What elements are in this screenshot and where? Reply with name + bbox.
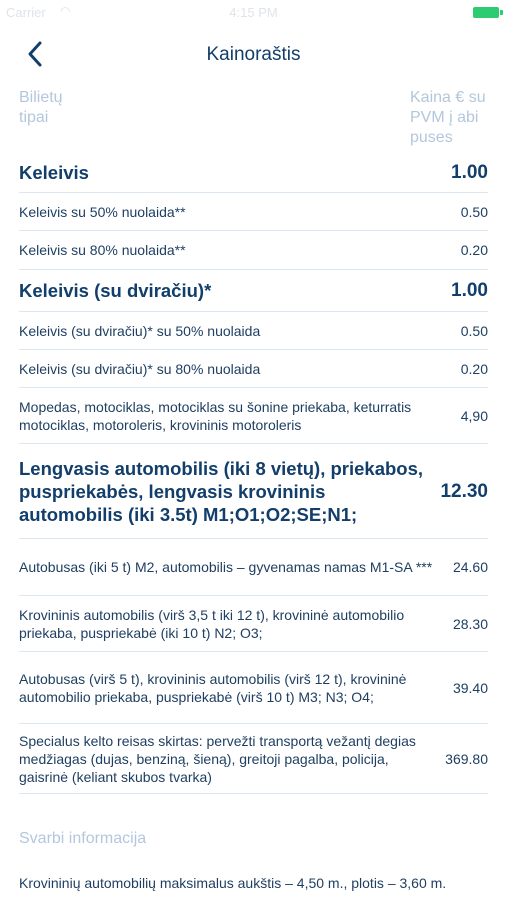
table-row[interactable] <box>19 539 488 596</box>
row-price: 1.00 <box>451 161 488 183</box>
row-name: Keleivis (su dviračiu)* su 50% nuolaida <box>19 322 261 339</box>
header-ticket-types: Bilietų tipai <box>19 89 63 126</box>
table-row[interactable] <box>19 444 488 539</box>
row-price: 39.40 <box>452 679 488 696</box>
row-price: 1.00 <box>451 280 488 301</box>
row-name: Keleivis <box>19 161 89 183</box>
row-name: Mopedas, motociklas, motociklas su šonine priekaba, keturratis motociklas, motoroleris, krovininis motoroleris <box>19 398 412 433</box>
carrier-label: Carrier <box>6 5 46 20</box>
table-header <box>19 88 488 152</box>
table-row[interactable] <box>19 152 488 193</box>
status-bar <box>0 0 507 24</box>
table-row[interactable] <box>19 231 488 270</box>
header-price: Kaina € su PVM į abi puses <box>410 89 486 146</box>
status-time: 4:15 PM <box>229 5 278 20</box>
table-row[interactable] <box>19 270 488 312</box>
row-name: Autobusas (virš 5 t), krovininis automobilis (virš 12 t), krovininė automobilio priekaba, puspriekabė (virš 10 t) M3; N3; O4; <box>19 670 407 705</box>
row-name: Keleivis (su dviračiu)* su 80% nuolaida <box>19 360 261 377</box>
wifi-icon: ◠ <box>60 4 71 18</box>
row-name: Lengvasis automobilis (iki 8 vietų), priekabos, puspriekabės, lengvasis krovininis automobilis (iki 3.5t) M1;O1;O2;SE;N1; <box>19 457 424 525</box>
table-row[interactable] <box>19 193 488 231</box>
row-price: 4,90 <box>460 407 488 424</box>
table-row[interactable] <box>19 596 488 652</box>
section-title-important-info: Svarbi informacija <box>19 830 147 847</box>
row-price: 0.50 <box>460 203 488 220</box>
price-list <box>19 88 488 892</box>
row-name: Keleivis su 80% nuolaida** <box>19 242 186 258</box>
navigation-bar <box>0 30 507 80</box>
page-title: Kainoraštis <box>206 44 301 65</box>
row-name: Keleivis su 50% nuolaida** <box>19 203 186 220</box>
table-row[interactable] <box>19 312 488 350</box>
battery-icon <box>473 7 499 18</box>
row-price: 0.20 <box>460 242 488 258</box>
row-name: Autobusas (iki 5 t) M2, automobilis – gyvenamas namas M1-SA *** <box>19 559 433 575</box>
row-name: Specialus kelto reisas skirtas: pervežti transportą vežantį degias medžiagas (dujas, benziną, šieną), greitoji pagalba, policija, gaisrinė (keliant skubos tvarka) <box>19 732 416 785</box>
table-row[interactable] <box>19 350 488 388</box>
table-row[interactable] <box>19 388 488 444</box>
row-price: 369.80 <box>445 750 488 767</box>
row-price: 0.50 <box>460 322 488 339</box>
row-price: 24.60 <box>452 559 488 575</box>
row-price: 28.30 <box>452 615 488 632</box>
row-price: 0.20 <box>460 360 488 377</box>
row-name: Krovininis automobilis (virš 3,5 t iki 12 t), krovininė automobilio priekaba, puspriekabė (iki 10 t) N2; O3; <box>19 606 405 641</box>
table-row[interactable] <box>19 652 488 724</box>
row-price: 12.30 <box>440 480 488 502</box>
table-row[interactable] <box>19 724 488 794</box>
row-name: Keleivis (su dviračiu)* <box>19 280 212 301</box>
info-text: Krovininių automobilių maksimalus aukštis – 4,50 m., plotis – 3,60 m. <box>19 875 447 891</box>
